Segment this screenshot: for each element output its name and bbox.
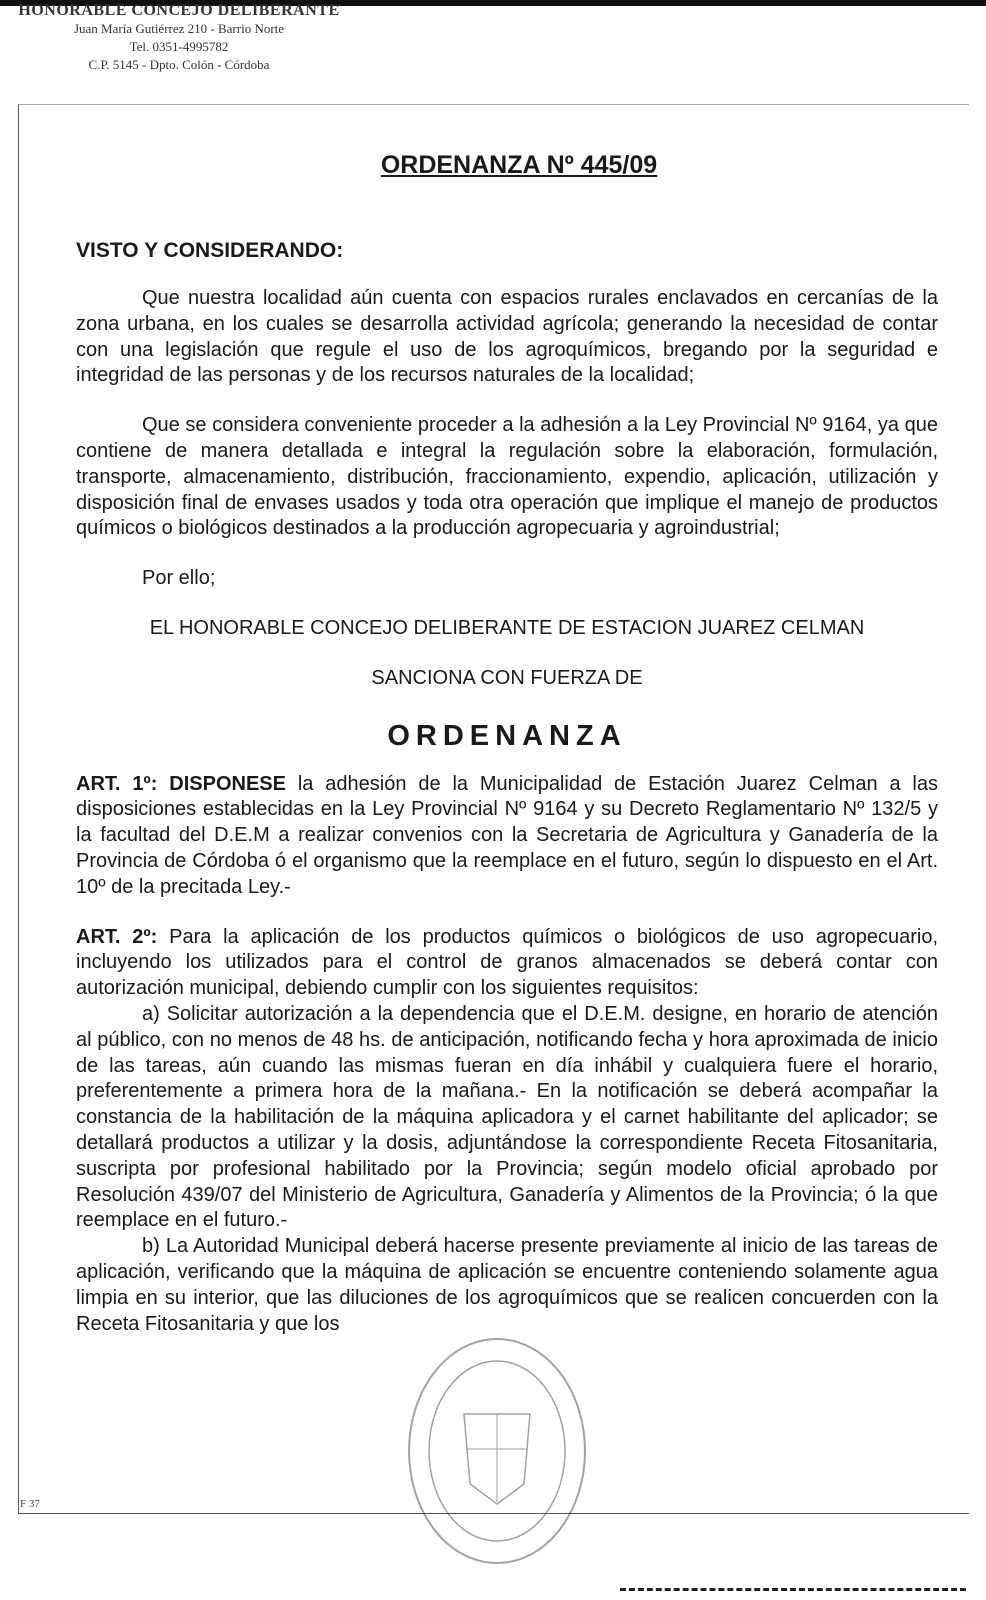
ordinance-title: ORDENANZA Nº 445/09 bbox=[380, 151, 658, 179]
article-1 bbox=[76, 772, 938, 901]
council-name: EL HONORABLE CONCEJO DELIBERANTE DE ESTACION JUAREZ CELMAN bbox=[149, 616, 865, 639]
article-1-label: ART. 1º: DISPONESE bbox=[76, 772, 286, 795]
letterhead-postal: C.P. 5145 - Dpto. Colón - Córdoba bbox=[88, 57, 270, 72]
article-2 bbox=[76, 925, 938, 1002]
letterhead-name: HONORABLE CONCEJO DELIBERANTE bbox=[18, 2, 340, 19]
article-1-text: la adhesión de la Municipalidad de Estación Juarez Celman a las disposiciones establecidas en la Ley Provincial Nº 9164 y su Decreto Reglamentario Nº 132/5 y la facultad del D.E.M a realizar convenios con la Secretaria de Agricultura y Ganadería de la Provincia de Córdoba ó el organismo que la reemplace en el futuro, según lo dispuesto en el Art. 10º de la precitada Ley.- bbox=[76, 772, 939, 898]
article-2-label: ART. 2º: bbox=[76, 925, 158, 948]
sanciona-line: SANCIONA CON FUERZA DE bbox=[371, 666, 643, 689]
por-ello: Por ello; bbox=[142, 567, 216, 590]
document-body bbox=[76, 150, 938, 1337]
paragraph-1: Que nuestra localidad aún cuenta con espacios rurales enclavados en cercanías de la zona urbana, en los cuales se desarrolla actividad agrícola; generando la necesidad de contar con una legislación que regule el uso de los agroquímicos, bregando por la seguridad e integridad de las personas y de los recursos naturales de la localidad; bbox=[76, 287, 938, 387]
article-2-text: Para la aplicación de los productos químicos o biológicos de uso agropecuario, incluyendo los utilizados para el control de granos almacenados se deberá contar con autorización municipal, debiendo cumplir con los siguientes requisitos: bbox=[76, 925, 939, 1000]
letterhead-phone: Tel. 0351-4995782 bbox=[129, 39, 229, 54]
paragraph-2: Que se considera conveniente proceder a la adhesión a la Ley Provincial Nº 9164, ya que contiene de manera detallada e integral la regulación sobre la elaboración, formulación, transporte, almacenamiento, distribución, fraccionamiento, expendio, aplicación, utilización y disposición final de envases usados y toda otra operación que implique el manejo de productos químicos o biológicos destinados a la producción agropecuaria y agroindustrial; bbox=[76, 414, 938, 540]
municipal-seal-stamp bbox=[404, 1334, 590, 1568]
visto-heading: VISTO Y CONSIDERANDO: bbox=[76, 239, 344, 262]
article-2-item-a: a) Solicitar autorización a la dependencia que el D.E.M. designe, en horario de atención al público, con no menos de 48 hs. de anticipación, notificando fecha y hora aproximada de inicio de las tareas, aún cuando las mismas fueran en día inhábil y cualquiera fuere el horario, preferentemente a primera hora de la mañana.- En la notificación se deberá acompañar la constancia de la habilitación de la máquina aplicadora y el carnet habilitante del aplicador; se detallará productos a utilizar y la dosis, adjuntándose la correspondiente Receta Fitosanitaria, suscripta por profesional habilitado por la Provincia; según modelo oficial aprobado por Resolución 439/07 del Ministerio de Agricultura, Ganadería y Alimentos de la Provincia; ó la que reemplace en el futuro.- bbox=[76, 1002, 938, 1232]
scan-bottom-edge bbox=[620, 1588, 966, 1595]
ordenanza-heading: ORDENANZA bbox=[387, 719, 627, 752]
letterhead-address: Juan María Gutiérrez 210 - Barrio Norte bbox=[73, 21, 285, 36]
article-2-item-b: b) La Autoridad Municipal deberá hacerse presente previamente al inicio de las tareas de aplicación, verificando que la máquina de aplicación se encuentre conteniendo solamente agua limpia en su interior, que las diluciones de los agroquímicos que se realicen concuerden con la Receta Fitosanitaria y que los bbox=[76, 1235, 938, 1335]
form-code: F 37 bbox=[20, 1498, 40, 1510]
letterhead bbox=[14, 2, 344, 74]
